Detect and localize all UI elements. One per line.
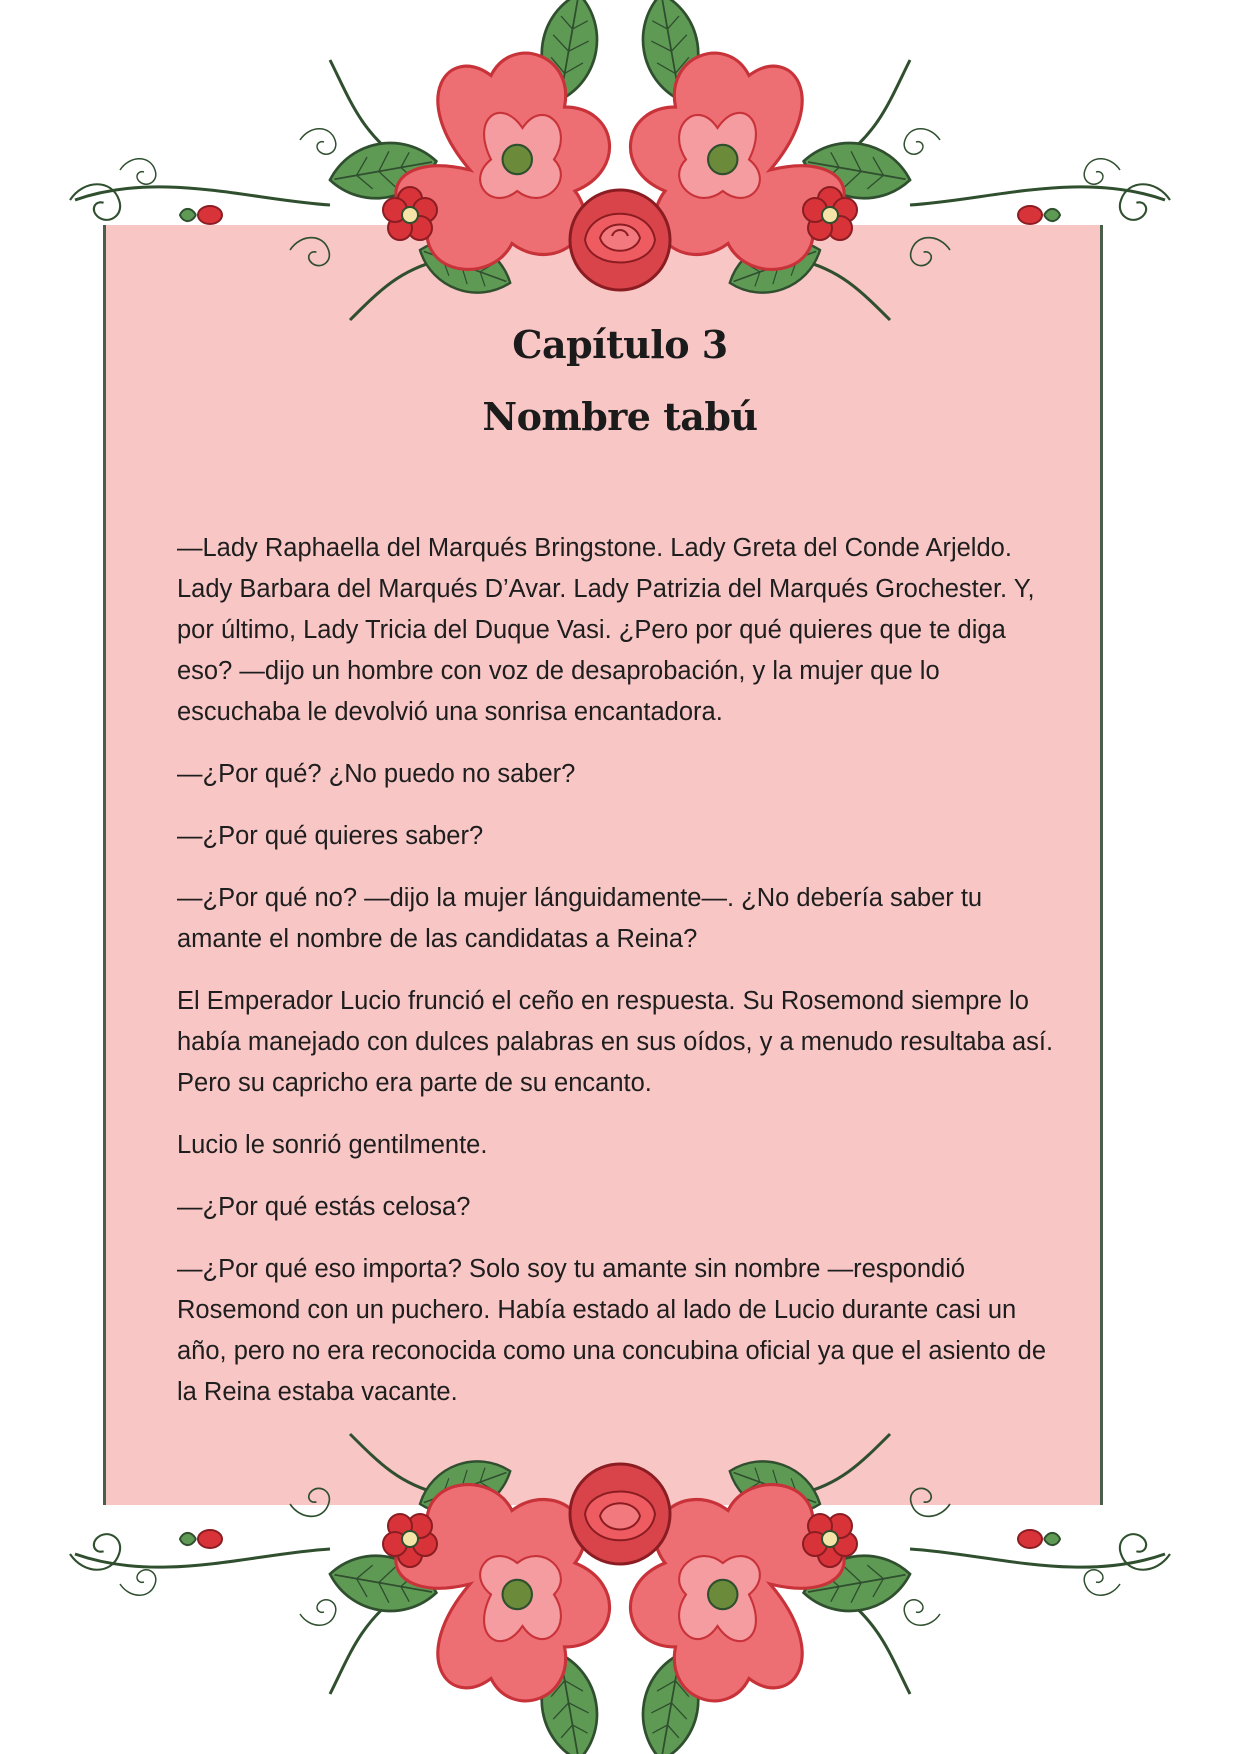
- chapter-title: Capítulo 3: [512, 322, 728, 367]
- paragraph: —¿Por qué no? —dijo la mujer lánguidamente—. ¿No debería saber tu amante el nombre de las candidatas a Reina?: [177, 884, 983, 953]
- paragraph: —¿Por qué quieres saber?: [177, 822, 484, 850]
- paragraph: —¿Por qué? ¿No puedo no saber?: [177, 760, 576, 788]
- paragraph: —Lady Raphaella del Marqués Bringstone. Lady Greta del Conde Arjeldo. Lady Barbara del Marqués D’Avar. Lady Patrizia del Marqués Grochester. Y, por último, Lady Tricia del Duque Vasi. ¿Pero por qué quieres que te diga eso? —dijo un hombre con voz de desaprobación, y la mujer que lo escuchaba le devolvió una sonrisa encantadora.: [177, 534, 1035, 726]
- paragraph: Lucio le sonrió gentilmente.: [177, 1131, 488, 1159]
- paragraph: El Emperador Lucio frunció el ceño en respuesta. Su Rosemond siempre lo había manejado con dulces palabras en sus oídos, y a menudo resultaba así. Pero su capricho era parte de su encanto.: [177, 987, 1054, 1097]
- floral-ornament-bottom-icon: [0, 1394, 1240, 1754]
- paragraph: —¿Por qué eso importa? Solo soy tu amante sin nombre —respondió Rosemond con un puchero. Había estado al lado de Lucio durante casi un año, pero no era reconocida como una concubina oficial ya que el asiento de la Reina estaba vacante.: [177, 1255, 1047, 1406]
- chapter-body: [177, 528, 1067, 1434]
- paragraph: —¿Por qué estás celosa?: [177, 1193, 471, 1221]
- floral-ornament-top-icon: [0, 0, 1240, 360]
- chapter-name: Nombre tabú: [482, 394, 758, 439]
